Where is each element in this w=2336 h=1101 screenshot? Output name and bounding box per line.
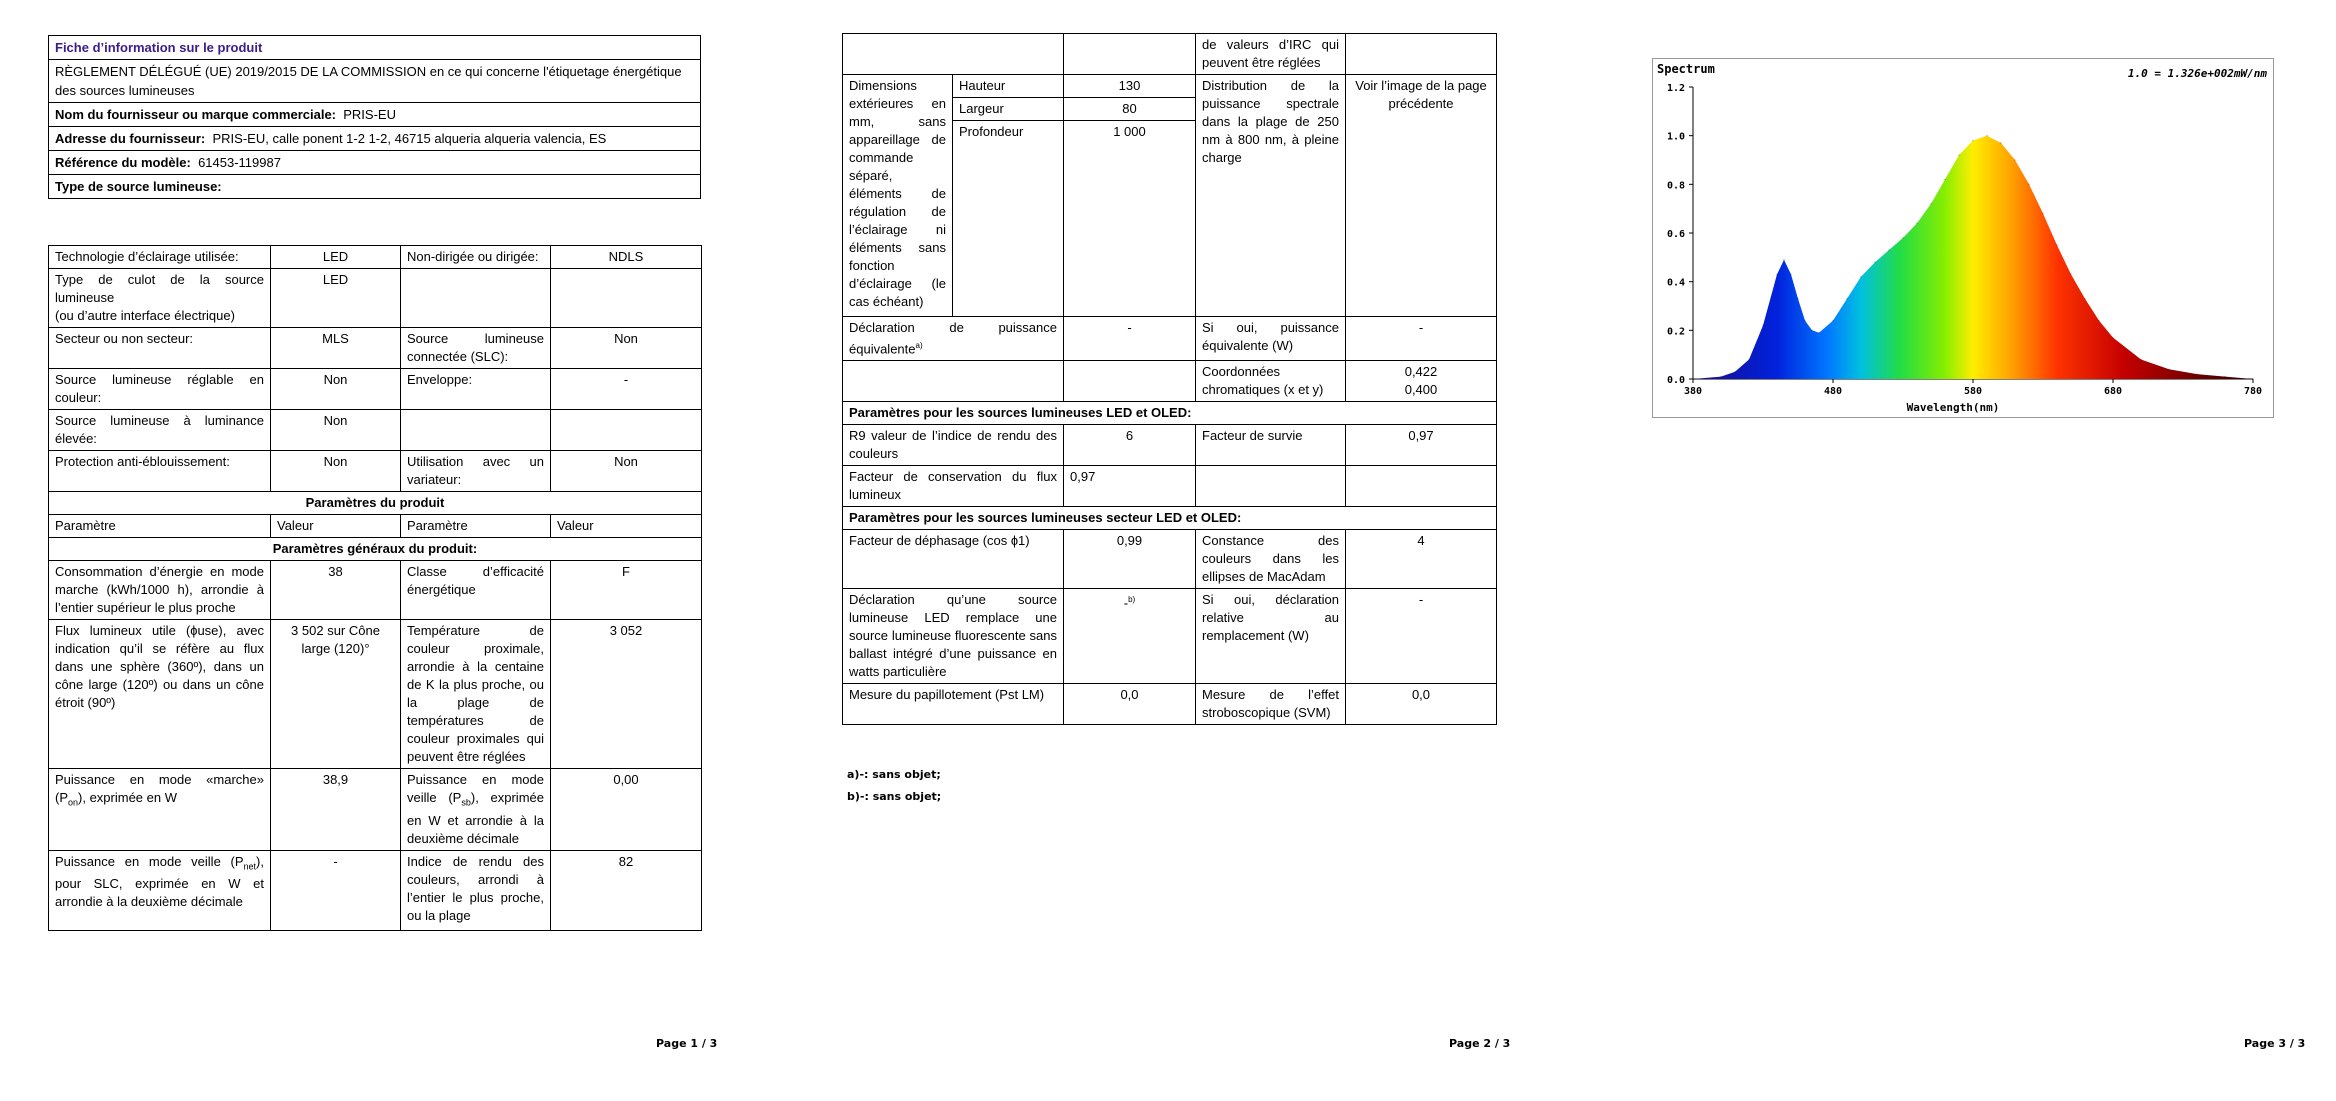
cell-label: Secteur ou non secteur: xyxy=(49,328,271,369)
y-tick-label: 1.0 xyxy=(1666,131,1685,143)
cell-label: Facteur de survie xyxy=(1196,425,1346,466)
cell-empty xyxy=(1346,466,1497,507)
cell-label xyxy=(49,769,271,851)
text-part: ), exprimée en W et arrondie à la deuxième décimale xyxy=(407,790,544,846)
superscript: b) xyxy=(1128,595,1136,605)
spectrum-point xyxy=(1846,298,1848,300)
cell-label: Coordonnées chromatiques (x et y) xyxy=(1196,361,1346,402)
cell-value: Non xyxy=(551,328,702,369)
cell-value xyxy=(1064,589,1196,684)
product-table-p1 xyxy=(48,245,702,931)
cell-value: 0,0 xyxy=(1064,684,1196,725)
chroma-y: 0,400 xyxy=(1404,382,1438,398)
spectrum-point xyxy=(1790,274,1792,276)
cell-label: Source lumineuse connectée (SLC): xyxy=(401,328,551,369)
subscript: sb xyxy=(461,797,471,808)
table-row xyxy=(49,451,702,492)
cell-value: - xyxy=(271,850,401,930)
y-tick-label: 0.4 xyxy=(1666,277,1685,289)
cell-label: Enveloppe: xyxy=(401,369,551,410)
cell-label: Technologie d’éclairage utilisée: xyxy=(49,246,271,269)
spectrum-point xyxy=(1776,274,1778,276)
model-row xyxy=(49,151,700,175)
spectrum-point xyxy=(1818,332,1820,334)
spectrum-point xyxy=(1860,276,1862,278)
table-row xyxy=(843,361,1497,402)
text-part: Déclaration de puissance équivalente xyxy=(849,320,1057,357)
regulation-text: RÈGLEMENT DÉLÉGUÉ (UE) 2019/2015 DE LA COMMISSION en ce qui concerne l'étiquetage énergétique des sources lumineuses xyxy=(49,60,700,103)
chart-marks xyxy=(1692,135,2254,380)
cell-label xyxy=(49,850,271,930)
cell-value: - xyxy=(1346,589,1497,684)
cell-label: Source lumineuse à luminance élevée: xyxy=(49,410,271,451)
footnote-b: b)-: sans objet; xyxy=(847,790,942,803)
spectrum-point xyxy=(1986,135,1988,137)
section-heading: Paramètres pour les sources lumineuses LED et OLED: xyxy=(843,402,1497,425)
spectrum-point xyxy=(1930,203,1932,205)
table-row xyxy=(49,410,702,451)
model-label: Référence du modèle: xyxy=(55,155,191,170)
chart-annotation: 1.0 = 1.326e+002mW/nm xyxy=(2127,67,2267,80)
y-tick-label: 1.2 xyxy=(1666,83,1685,94)
cell-value: Non xyxy=(271,451,401,492)
cell-label: Distribution de la puissance spectrale dans la plage de 250 nm à 800 nm, à pleine charge xyxy=(1196,75,1346,317)
spectrum-point xyxy=(1748,359,1750,361)
cell-value: Non xyxy=(271,369,401,410)
cell-label: Température de couleur proximale, arrondie à la centaine de K la plus proche, ou la plage de températures de couleur proximales qui peuvent être réglées xyxy=(401,620,551,769)
table-row xyxy=(49,538,702,561)
table-row xyxy=(843,75,1497,98)
table-row xyxy=(49,246,702,269)
cell-empty xyxy=(843,361,1064,402)
dimensions-label: Dimensions extérieures en mm, sans appareillage de commande séparé, éléments de régulation de l’éclairage ni éléments sans fonction d’éclairage (le cas échéant) xyxy=(843,75,953,317)
spectrum-point xyxy=(2028,184,2030,186)
table-row xyxy=(49,620,702,769)
text-part: ), exprimée en W xyxy=(78,790,177,805)
subscript: on xyxy=(68,797,79,808)
spectrum-point xyxy=(1832,320,1834,322)
cell-value: - xyxy=(551,369,702,410)
spectrum-point xyxy=(2196,373,2198,375)
cell-label: Source lumineuse réglable en couleur: xyxy=(49,369,271,410)
table-row xyxy=(49,769,702,851)
cell-value: 0,99 xyxy=(1064,530,1196,589)
footnote-a: a)-: sans objet; xyxy=(847,768,941,781)
table-row xyxy=(49,369,702,410)
table-row xyxy=(843,425,1497,466)
page-number: Page 2 / 3 xyxy=(1449,1037,1511,1050)
cell-label xyxy=(843,317,1064,361)
supplier-value: PRIS-EU xyxy=(343,107,396,122)
col-header: Paramètre xyxy=(49,515,271,538)
spectrum-point xyxy=(1804,320,1806,322)
cell-empty xyxy=(551,410,702,451)
spectrum-point xyxy=(2070,274,2072,276)
cell-label: Mesure du papillotement (Pst LM) xyxy=(843,684,1064,725)
table-row xyxy=(843,466,1497,507)
source-type-heading: Type de source lumineuse: xyxy=(49,175,700,199)
chart-svg xyxy=(1653,59,2273,417)
x-tick-label: 580 xyxy=(1963,386,1983,397)
product-table-p2 xyxy=(842,33,1497,725)
cell-label: Protection anti-éblouissement: xyxy=(49,451,271,492)
spectrum-point xyxy=(2000,142,2002,144)
cell-label: Facteur de conservation du flux lumineux xyxy=(843,466,1064,507)
spectrum-point xyxy=(1944,179,1946,181)
cell-value: Non xyxy=(551,451,702,492)
spectrum-point xyxy=(1902,237,1904,239)
cell-value: 6 xyxy=(1064,425,1196,466)
cell-label: Profondeur xyxy=(953,121,1064,317)
cell-label: Consommation d’énergie en mode marche (kWh/1000 h), arrondie à l’entier supérieur le plus proche xyxy=(49,561,271,620)
spectrum-point xyxy=(1797,298,1799,300)
cell-value: - xyxy=(1064,317,1196,361)
header-block xyxy=(48,35,701,199)
cell-label xyxy=(49,269,271,328)
cell-label: Constance des couleurs dans les ellipses de MacAdam xyxy=(1196,530,1346,589)
cell-value: 130 xyxy=(1064,75,1196,98)
spectrum-point xyxy=(2252,378,2254,380)
page-3 xyxy=(1558,0,2336,1101)
spectrum-point xyxy=(2140,359,2142,361)
x-tick-label: 680 xyxy=(2103,386,2123,397)
cell-value: 82 xyxy=(551,850,702,930)
cell-value: 3 502 sur Cône large (120)° xyxy=(271,620,401,769)
col-header: Valeur xyxy=(271,515,401,538)
address-row xyxy=(49,127,700,151)
cell-empty xyxy=(401,269,551,328)
cell-value: - xyxy=(1346,317,1497,361)
cell-value: 1 000 xyxy=(1064,121,1196,317)
cell-label: Flux lumineux utile (ɸuse), avec indication qu’il se réfère au flux dans une sphère (360º), dans un cône large (120º) ou dans un cône étroit (90º) xyxy=(49,620,271,769)
spectrum-area xyxy=(1693,136,2253,379)
cell-value xyxy=(1346,361,1497,402)
table-row xyxy=(49,561,702,620)
cell-value: LED xyxy=(271,269,401,328)
spectrum-point xyxy=(2084,298,2086,300)
section-heading: Paramètres généraux du produit: xyxy=(49,538,702,561)
page-number: Page 1 / 3 xyxy=(656,1037,718,1050)
cell-label xyxy=(401,769,551,851)
spectrum-point xyxy=(2056,244,2058,246)
page-1 xyxy=(0,0,778,1101)
cell-value: Voir l’image de la page précédente xyxy=(1346,75,1497,317)
x-tick-label: 380 xyxy=(1683,386,1703,397)
cell-empty xyxy=(551,269,702,328)
spectrum-point xyxy=(1762,325,1764,327)
table-row xyxy=(49,269,702,328)
cell-value: 0,97 xyxy=(1064,466,1196,507)
table-row xyxy=(843,507,1497,530)
cell-value: Non xyxy=(271,410,401,451)
y-tick-label: 0.8 xyxy=(1666,180,1685,192)
cell-value: MLS xyxy=(271,328,401,369)
spectrum-point xyxy=(2112,337,2114,339)
model-value: 61453-119987 xyxy=(198,155,281,170)
text-part: Puissance en mode veille (P xyxy=(55,853,244,869)
col-header: Paramètre xyxy=(401,515,551,538)
text-part: ), pour SLC, exprimée en W et arrondie à la deuxième décimale xyxy=(55,853,264,910)
spectrum-point xyxy=(1720,376,1722,378)
spectrum-point xyxy=(1734,371,1736,373)
spectrum-point xyxy=(1692,378,1694,380)
col-header: Valeur xyxy=(551,515,702,538)
cell-label: R9 valeur de l’indice de rendu des couleurs xyxy=(843,425,1064,466)
spectrum-chart xyxy=(1652,58,2274,418)
cell-label: Non-dirigée ou dirigée: xyxy=(401,246,551,269)
table-row xyxy=(49,328,702,369)
spectrum-point xyxy=(1958,154,1960,156)
text-part: Puissance en mode veille (P xyxy=(407,772,544,805)
cap-label: Type de culot de la source lumineuse xyxy=(55,272,264,305)
cell-label: Si oui, puissance équivalente (W) xyxy=(1196,317,1346,361)
cell-value: 4 xyxy=(1346,530,1497,589)
spectrum-point xyxy=(1783,259,1785,261)
subscript: net xyxy=(243,861,257,872)
spectrum-point xyxy=(2014,159,2016,161)
cell-label: Indice de rendu des couleurs, arrondi à l’entier le plus proche, ou la plage xyxy=(401,850,551,930)
chroma-x: 0,422 xyxy=(1404,364,1438,380)
table-row xyxy=(843,317,1497,361)
cell-value: 80 xyxy=(1064,98,1196,121)
cell-label: de valeurs d’IRC qui peuvent être réglées xyxy=(1196,34,1346,75)
address-value: PRIS-EU, calle ponent 1-2 1-2, 46715 alqueria alqueria valencia, ES xyxy=(212,131,607,146)
cell-value: NDLS xyxy=(551,246,702,269)
cell-empty xyxy=(1346,34,1497,75)
table-row xyxy=(843,530,1497,589)
text-part: - xyxy=(1123,595,1129,611)
chart-title: Spectrum xyxy=(1657,62,1715,76)
cell-label: Largeur xyxy=(953,98,1064,121)
cell-empty xyxy=(1064,361,1196,402)
table-row xyxy=(49,492,702,515)
page-2 xyxy=(779,0,1557,1101)
table-row xyxy=(843,589,1497,684)
spectrum-point xyxy=(2098,320,2100,322)
supplier-row xyxy=(49,103,700,127)
superscript: a) xyxy=(915,341,923,350)
x-axis-label: Wavelength(nm) xyxy=(1906,401,2000,414)
spectrum-point xyxy=(1916,222,1918,224)
cell-label: Si oui, déclaration relative au remplacement (W) xyxy=(1196,589,1346,684)
cell-empty xyxy=(1064,34,1196,75)
cell-value: 0,0 xyxy=(1346,684,1497,725)
cell-value: 0,00 xyxy=(551,769,702,851)
text-part: Puissance en mode «marche» (P xyxy=(55,772,264,805)
x-tick-label: 480 xyxy=(1823,386,1843,397)
cell-label: Classe d’efficacité énergétique xyxy=(401,561,551,620)
cell-value: 0,97 xyxy=(1346,425,1497,466)
table-row xyxy=(843,684,1497,725)
spectrum-point xyxy=(2224,376,2226,378)
cell-label: Utilisation avec un variateur: xyxy=(401,451,551,492)
cell-empty xyxy=(1196,466,1346,507)
cell-value: 38 xyxy=(271,561,401,620)
cell-value: 38,9 xyxy=(271,769,401,851)
cell-label: Mesure de l’effet stroboscopique (SVM) xyxy=(1196,684,1346,725)
section-heading: Paramètres du produit xyxy=(49,492,702,515)
cell-value: F xyxy=(551,561,702,620)
cell-empty xyxy=(401,410,551,451)
y-tick-label: 0.2 xyxy=(1666,326,1685,338)
page-title: Fiche d’information sur le produit xyxy=(49,36,700,60)
table-row xyxy=(843,402,1497,425)
spectrum-point xyxy=(1811,330,1813,332)
cell-value: 3 052 xyxy=(551,620,702,769)
table-row xyxy=(49,850,702,930)
y-tick-label: 0.6 xyxy=(1666,229,1685,240)
y-tick-label: 0.0 xyxy=(1666,375,1685,386)
table-header-row xyxy=(49,515,702,538)
x-tick-label: 780 xyxy=(2243,386,2263,397)
spectrum-point xyxy=(1874,261,1876,263)
table-row xyxy=(843,34,1497,75)
cell-label: Déclaration qu’une source lumineuse LED remplace une source lumineuse fluorescente sans ballast intégré d’une puissance en watts particulière xyxy=(843,589,1064,684)
spectrum-point xyxy=(2168,368,2170,370)
cell-empty xyxy=(843,34,1064,75)
address-label: Adresse du fournisseur: xyxy=(55,131,206,146)
page-number: Page 3 / 3 xyxy=(2244,1037,2306,1050)
cap-label-2: (ou d’autre interface électrique) xyxy=(55,308,235,323)
supplier-label: Nom du fournisseur ou marque commerciale: xyxy=(55,107,337,122)
cell-label: Hauteur xyxy=(953,75,1064,98)
section-heading: Paramètres pour les sources lumineuses secteur LED et OLED: xyxy=(843,507,1497,530)
spectrum-point xyxy=(2042,213,2044,215)
cell-label: Facteur de déphasage (cos ɸ1) xyxy=(843,530,1064,589)
spectrum-point xyxy=(1972,140,1974,142)
cell-value: LED xyxy=(271,246,401,269)
spectrum-point xyxy=(1888,249,1890,251)
